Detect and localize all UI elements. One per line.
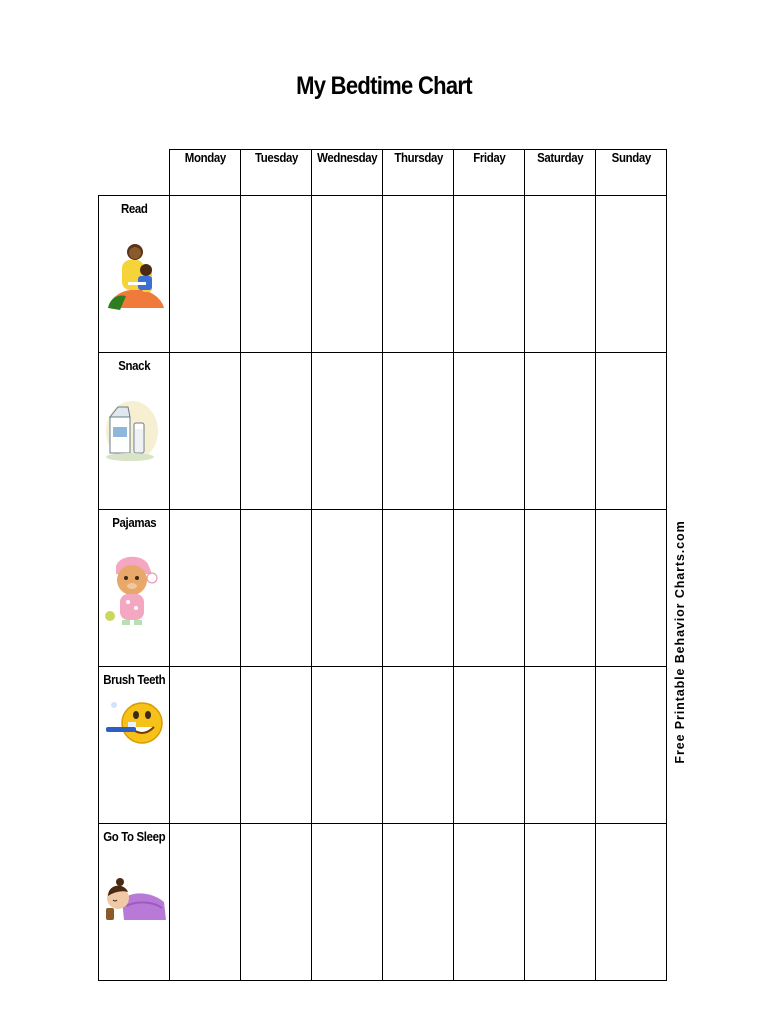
bedtime-chart-table: [98, 149, 667, 981]
row-label-text: Pajamas: [112, 514, 157, 530]
day-cell: [596, 509, 667, 666]
table-row: [99, 352, 667, 509]
day-cell: [241, 195, 312, 352]
row-label-text: Read: [120, 200, 148, 216]
sleeping-girl-icon: [102, 856, 168, 936]
day-cell: [596, 823, 667, 980]
table-row: [99, 666, 667, 823]
day-cell: [383, 195, 454, 352]
day-cell: [383, 352, 454, 509]
day-cell: [312, 195, 383, 352]
day-cell: [454, 509, 525, 666]
table-row: [99, 195, 667, 352]
row-label-text: Brush Teeth: [103, 671, 166, 687]
day-header-wednesday: Wednesday: [312, 150, 383, 196]
day-cell: [454, 195, 525, 352]
row-label-read: [99, 195, 170, 352]
day-cell: [241, 823, 312, 980]
day-cell: [454, 823, 525, 980]
day-header-saturday: Saturday: [525, 150, 596, 196]
day-cell: [312, 509, 383, 666]
day-header-monday: Monday: [170, 150, 241, 196]
reading-icon: [102, 236, 168, 316]
day-header-thursday: Thursday: [383, 150, 454, 196]
side-watermark-text: Free Printable Behavior Charts.com: [673, 520, 687, 764]
row-label-brush-teeth: [99, 666, 170, 823]
row-label-snack: [99, 352, 170, 509]
table-row: [99, 823, 667, 980]
day-cell: [383, 509, 454, 666]
day-cell: [596, 352, 667, 509]
day-cell: [170, 666, 241, 823]
day-cell: [312, 352, 383, 509]
milk-carton-icon: [102, 393, 168, 473]
day-cell: [241, 509, 312, 666]
day-cell: [525, 352, 596, 509]
day-cell: [525, 666, 596, 823]
row-label-pajamas: [99, 509, 170, 666]
day-cell: [383, 823, 454, 980]
day-cell: [454, 352, 525, 509]
day-cell: [241, 352, 312, 509]
smiley-toothbrush-icon: [102, 689, 168, 769]
row-label-text: Go To Sleep: [103, 828, 166, 844]
day-header-tuesday: Tuesday: [241, 150, 312, 196]
page-title: My Bedtime Chart: [296, 72, 472, 100]
day-cell: [525, 195, 596, 352]
day-header-friday: Friday: [454, 150, 525, 196]
day-cell: [170, 195, 241, 352]
corner-cell: [99, 150, 170, 196]
day-cell: [170, 352, 241, 509]
row-label-text: Snack: [118, 357, 151, 373]
day-cell: [525, 509, 596, 666]
day-cell: [170, 823, 241, 980]
day-cell: [383, 666, 454, 823]
table-row: [99, 509, 667, 666]
day-cell: [454, 666, 525, 823]
header-row: [99, 150, 667, 196]
day-cell: [596, 195, 667, 352]
day-cell: [596, 666, 667, 823]
bear-in-pajamas-icon: [102, 550, 168, 630]
day-header-sunday: Sunday: [596, 150, 667, 196]
day-cell: [525, 823, 596, 980]
row-label-go-to-sleep: [99, 823, 170, 980]
day-cell: [241, 666, 312, 823]
day-cell: [170, 509, 241, 666]
day-cell: [312, 666, 383, 823]
day-cell: [312, 823, 383, 980]
